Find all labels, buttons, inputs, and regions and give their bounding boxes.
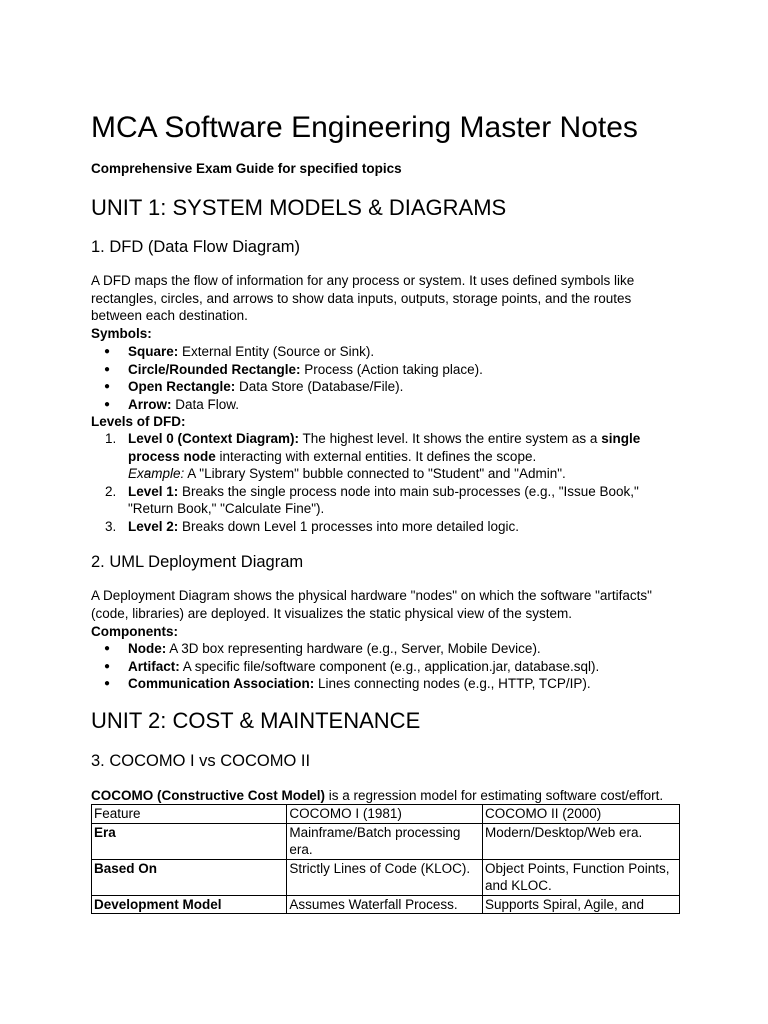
table-cell: Modern/Desktop/Web era.: [482, 823, 679, 859]
table-header-cell: COCOMO II (2000): [482, 805, 679, 824]
symbols-list: [91, 343, 681, 413]
symbols-label: Symbols:: [91, 326, 152, 341]
components-list: [91, 640, 681, 693]
cocomo-intro: COCOMO (Constructive Cost Model) is a regression model for estimating software cost/effort.: [91, 788, 664, 803]
page-subtitle: Comprehensive Exam Guide for specified topics: [91, 161, 402, 176]
table-cell: Era: [92, 823, 287, 859]
dfd-intro: A DFD maps the flow of information for any process or system. It uses defined symbols like rectangles, circles, and arrows to show data inputs, outputs, storage points, and the routes between each destination.: [91, 273, 635, 323]
deployment-heading: 2. UML Deployment Diagram: [91, 553, 304, 571]
table-row: [92, 895, 680, 914]
list-item: ● Square: External Entity (Source or Sink).: [91, 343, 681, 361]
page-title: MCA Software Engineering Master Notes: [91, 111, 638, 144]
table-cell: Strictly Lines of Code (KLOC).: [287, 859, 483, 895]
table-cell: Mainframe/Batch processing era.: [287, 823, 483, 859]
components-label: Components:: [91, 624, 178, 639]
list-item: ● Open Rectangle: Data Store (Database/File).: [91, 378, 681, 396]
table-cell: Assumes Waterfall Process.: [287, 895, 483, 914]
dfd-heading: 1. DFD (Data Flow Diagram): [91, 238, 301, 256]
table-header-cell: Feature: [92, 805, 287, 824]
list-item: 3. Level 2: Breaks down Level 1 processes into more detailed logic.: [105, 518, 519, 534]
table-header-cell: COCOMO I (1981): [287, 805, 483, 824]
list-item: ● Node: A 3D box representing hardware (e.g., Server, Mobile Device).: [91, 640, 681, 658]
table-row: [92, 859, 680, 895]
cocomo-comparison-table: [91, 804, 680, 914]
list-item: ● Communication Association: Lines connecting nodes (e.g., HTTP, TCP/IP).: [91, 675, 681, 693]
table-row: [92, 823, 680, 859]
levels-label: Levels of DFD:: [91, 414, 186, 429]
list-item: ● Arrow: Data Flow.: [91, 396, 681, 414]
table-cell: Based On: [92, 859, 287, 895]
list-item: ● Circle/Rounded Rectangle: Process (Action taking place).: [91, 361, 681, 379]
list-item: ● Artifact: A specific file/software component (e.g., application.jar, database.sql).: [91, 658, 681, 676]
table-cell: Development Model: [92, 895, 287, 914]
table-cell: Object Points, Function Points, and KLOC.: [482, 859, 679, 895]
table-header-row: [92, 805, 680, 824]
list-item: 2. Level 1: Breaks the single process node into main sub-processes (e.g., "Issue Book," "Return Book," "Calculate Fine").: [105, 483, 639, 516]
deployment-intro: A Deployment Diagram shows the physical hardware "nodes" on which the software "artifacts" (code, libraries) are deployed. It visualizes the static physical view of the system.: [91, 588, 652, 621]
unit2-heading: UNIT 2: COST & MAINTENANCE: [91, 708, 421, 733]
list-item: 1. Level 0 (Context Diagram): The highest level. It shows the entire system as a single process node interacting with external entities. It defines the scope.: [105, 431, 641, 464]
table-cell: Supports Spiral, Agile, and: [482, 895, 679, 914]
unit1-heading: UNIT 1: SYSTEM MODELS & DIAGRAMS: [91, 195, 507, 220]
cocomo-heading: 3. COCOMO I vs COCOMO II: [91, 752, 311, 770]
levels-list: [91, 430, 681, 535]
example-item: ○ Example: A "Library System" bubble connected to "Student" and "Admin".: [91, 465, 681, 483]
